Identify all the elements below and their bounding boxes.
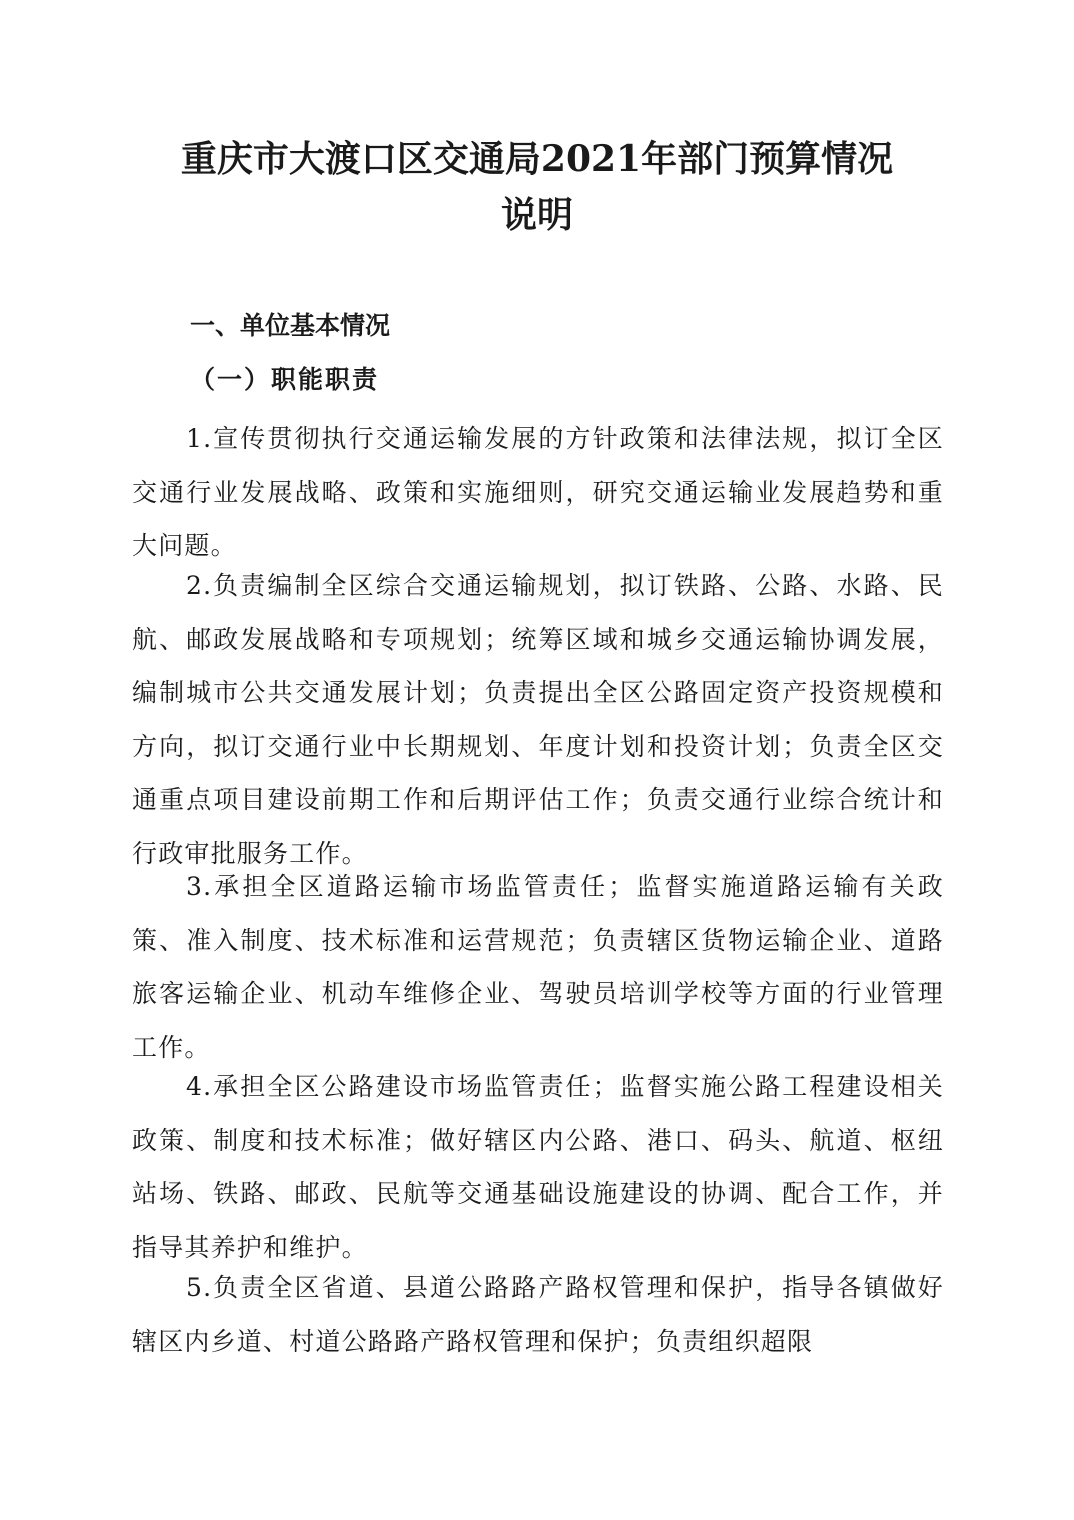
document-title-line-1: 重庆市大渡口区交通局2021年部门预算情况 [180,138,894,180]
paragraph-2: 2.负责编制全区综合交通运输规划，拟订铁路、公路、水路、民航、邮政发展战略和专项规划；统筹区域和城乡交通运输协调发展，编制城市公共交通发展计划；负责提出全区公路固定资产投资规模和方向，拟订交通行业中长期规划、年度计划和投资计划；负责全区交通重点项目建设前期工作和后期评估工作；负责交通行业综合统计和行政审批服务工作。 [132,571,944,868]
paragraph-1: 1.宣传贯彻执行交通运输发展的方针政策和法律法规，拟订全区交通行业发展战略、政策和实施细则，研究交通运输业发展趋势和重大问题。 [132,424,944,560]
paragraph-5: 5.负责全区省道、县道公路路产路权管理和保护，指导各镇做好辖区内乡道、村道公路路产路权管理和保护；负责组织超限 [132,1273,944,1356]
paragraph-3: 3.承担全区道路运输市场监管责任；监督实施道路运输有关政策、准入制度、技术标准和运营规范；负责辖区货物运输企业、道路旅客运输企业、机动车维修企业、驾驶员培训学校等方面的行业管理工作。 [132,872,944,1062]
paragraph-4: 4.承担全区公路建设市场监管责任；监督实施公路工程建设相关政策、制度和技术标准；做好辖区内公路、港口、码头、航道、枢纽站场、铁路、邮政、民航等交通基础设施建设的协调、配合工作，并指导其养护和维护。 [132,1072,944,1262]
section-heading: 一、单位基本情况 [190,311,391,340]
subsection-heading: （一）职能职责 [190,365,380,394]
document-title-line-2: 说明 [500,194,573,236]
